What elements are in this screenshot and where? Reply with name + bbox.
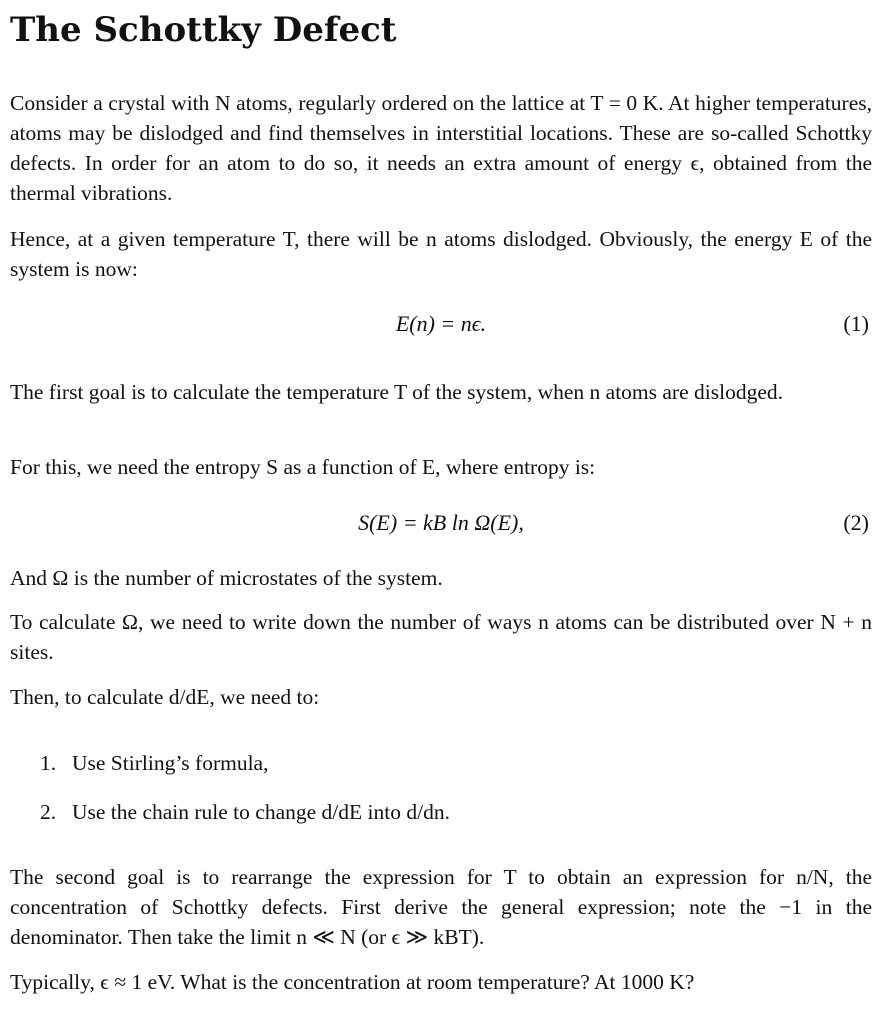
paragraph-energy: Hence, at a given temperature T, there will be n atoms dislodged. Obviously, the energy E of the system is now: [10, 227, 872, 281]
list-item-marker: 1. [40, 751, 57, 775]
list-item [40, 748, 268, 778]
paragraph-intro: Consider a crystal with N atoms, regularly ordered on the lattice at T = 0 K. At higher temperatures, atoms may be dislodged and find themselves in interstitial locations. These are so-called Schottky defects. In order for an atom to do so, it needs an extra amount of energy ϵ, obtained from the thermal vibrations. [10, 91, 872, 205]
list-item-marker: 2. [40, 800, 57, 824]
paragraph-second-goal: The second goal is to rearrange the expression for T to obtain an expression for n/N, the concentration of Schottky defects. First derive the general expression; note the −1 in the denominator. Then take the limit n ≪ N (or ϵ ≫ kBT). [10, 865, 872, 949]
equation-1 [10, 307, 872, 341]
paragraph-first-goal: The first goal is to calculate the temperature T of the system, when n atoms are dislodged. [10, 380, 783, 404]
equation-2-number: (2) [843, 510, 869, 535]
equation-1-number: (1) [843, 311, 869, 336]
page-title: The Schottky Defect [10, 10, 397, 50]
paragraph-entropy: For this, we need the entropy S as a function of E, where entropy is: [10, 455, 596, 479]
paragraph-microstates: And Ω is the number of microstates of the system. [10, 566, 443, 590]
list-item-text: Use Stirling’s formula, [72, 751, 269, 775]
paragraph-question: Typically, ϵ ≈ 1 eV. What is the concentration at room temperature? At 1000 K? [10, 970, 695, 994]
list-item-text: Use the chain rule to change d/dE into d/dn. [72, 800, 450, 824]
list-item [40, 797, 450, 827]
equation-1-expression: E(n) = nϵ. [395, 311, 487, 336]
paragraph-steps-intro: Then, to calculate d/dE, we need to: [10, 685, 320, 709]
equation-2 [10, 506, 872, 540]
paragraph-omega: To calculate Ω, we need to write down the number of ways n atoms can be distributed over N + n sites. [10, 610, 872, 664]
equation-2-expression: S(E) = kB ln Ω(E), [358, 510, 524, 535]
